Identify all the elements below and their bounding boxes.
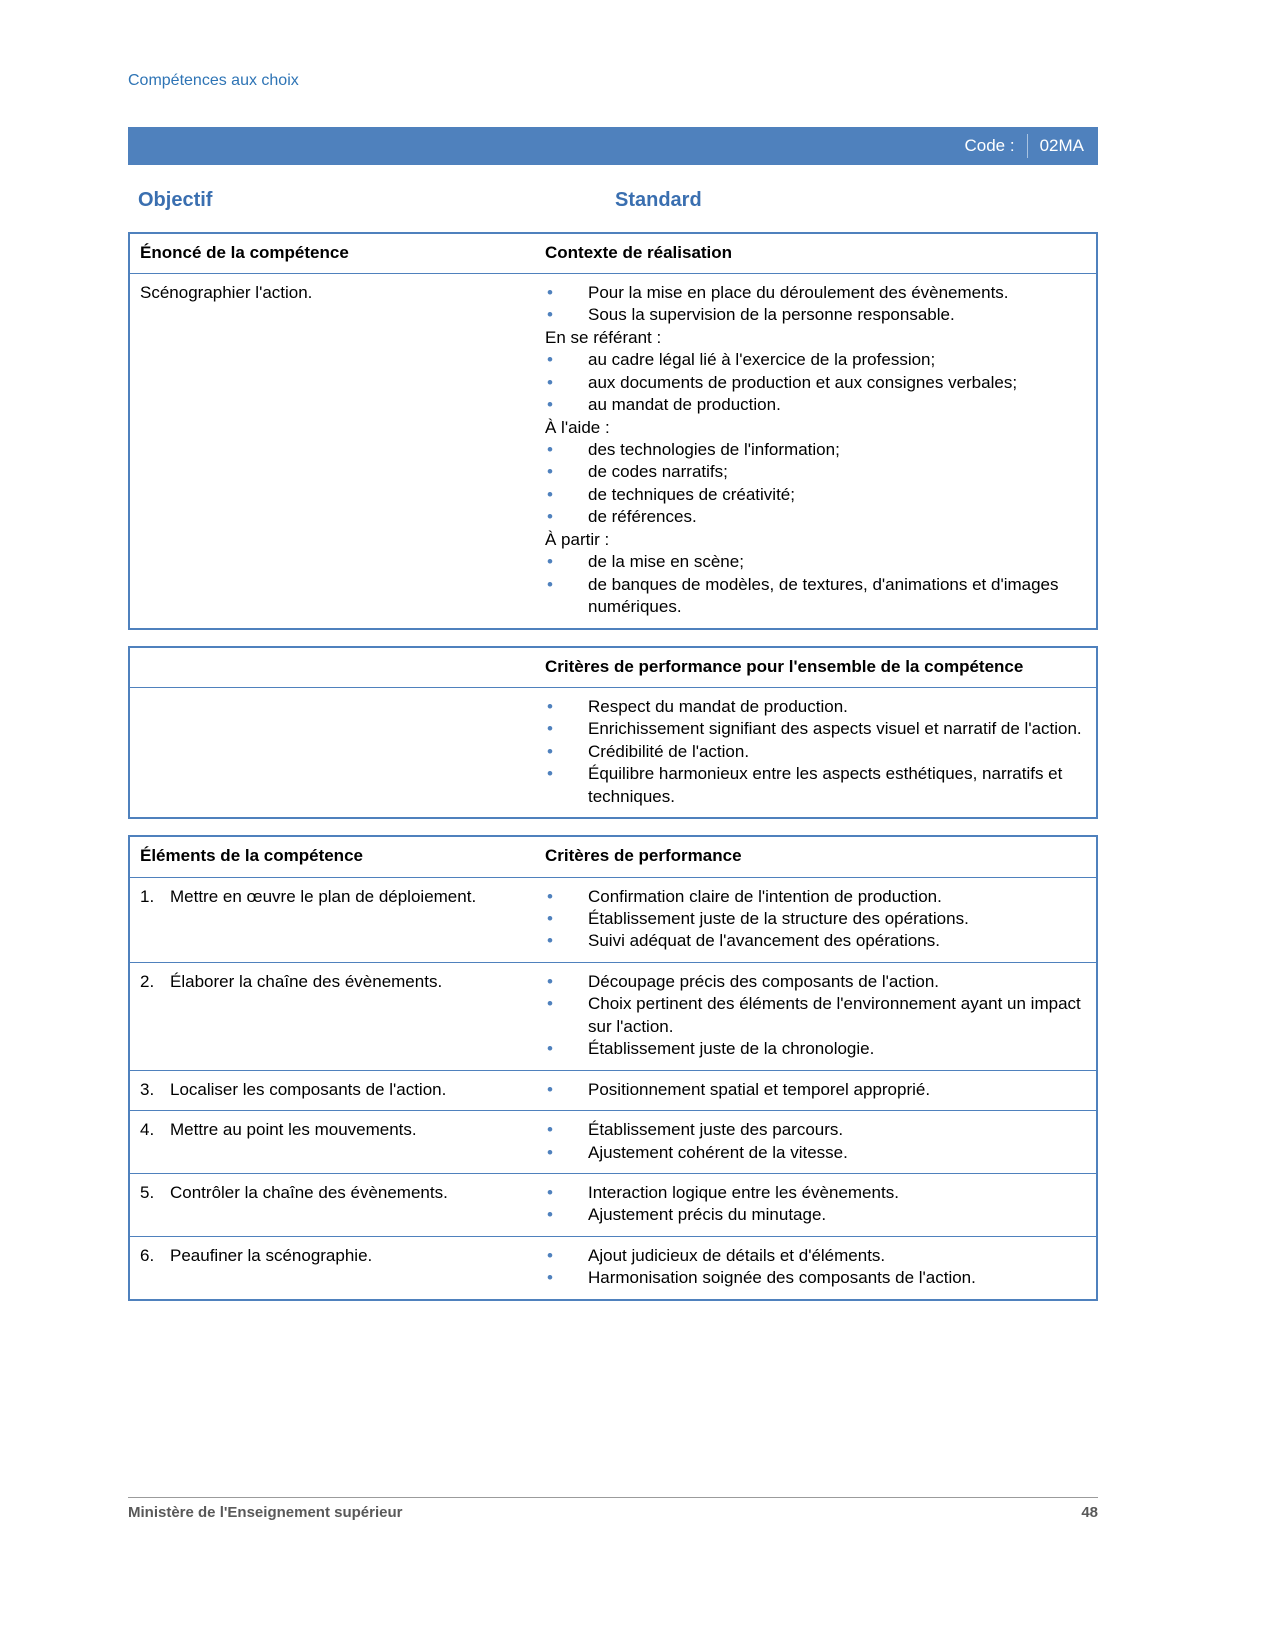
element-text: Mettre en œuvre le plan de déploiement. — [170, 886, 477, 906]
element-cell — [130, 1237, 535, 1299]
criteres-cell — [535, 1174, 1096, 1236]
bullet-icon: • — [547, 507, 553, 527]
elements-rows — [130, 877, 1096, 1299]
code-value: 02MA — [1039, 135, 1084, 155]
empty-body-cell — [130, 688, 535, 817]
bullet-icon: • — [547, 395, 553, 415]
element-cell — [130, 1174, 535, 1236]
footer-ministry: Ministère de l'Enseignement supérieur — [128, 1504, 403, 1521]
contexte-header: Contexte de réalisation — [545, 242, 733, 262]
bullet-line — [545, 506, 1086, 528]
bullet-icon: • — [547, 484, 553, 504]
bullet-icon: • — [547, 764, 553, 784]
criteres-header: Critères de performance — [545, 846, 742, 866]
bullet-icon: • — [547, 305, 553, 325]
table-header-row — [130, 837, 1096, 876]
table-header-row — [130, 234, 1096, 273]
bullet-line — [545, 696, 1086, 718]
bullet-text: de banques de modèles, de textures, d'animations et d'images numériques. — [588, 574, 1059, 617]
bullet-text: Découpage précis des composants de l'action. — [588, 971, 940, 991]
bullet-line — [545, 1182, 1086, 1204]
bullet-text: Établissement juste de la chronologie. — [588, 1039, 875, 1059]
element-number: 5. — [140, 1182, 155, 1202]
element-number: 1. — [140, 886, 155, 906]
bullet-text: Sous la supervision de la personne responsable. — [588, 305, 955, 325]
bullet-text: des technologies de l'information; — [588, 440, 840, 459]
bullet-line — [545, 439, 1086, 461]
bullet-text: Positionnement spatial et temporel approprié. — [588, 1079, 931, 1099]
table-header-row — [130, 648, 1096, 687]
bullet-icon: • — [547, 719, 553, 739]
criteres-ensemble-table — [128, 646, 1098, 820]
bullet-text: au mandat de production. — [588, 395, 781, 415]
bullet-line — [545, 349, 1086, 371]
enonce-cell: Scénographier l'action. — [140, 282, 313, 302]
contexte-cell — [535, 274, 1096, 628]
element-number: 6. — [140, 1245, 155, 1265]
bullet-line — [545, 886, 1086, 908]
bullet-icon: • — [547, 1182, 553, 1202]
bullet-text: Interaction logique entre les évènements. — [588, 1182, 899, 1202]
footer-page-number: 48 — [1081, 1504, 1098, 1521]
bullet-text: Pour la mise en place du déroulement des évènements. — [588, 282, 1009, 302]
bullet-icon: • — [547, 574, 553, 594]
bullet-text: de techniques de créativité; — [588, 484, 795, 504]
bullet-icon: • — [547, 1039, 553, 1059]
bullet-icon: • — [547, 1120, 553, 1140]
bullet-line — [545, 971, 1086, 993]
bullet-line — [545, 551, 1086, 573]
bullet-line — [545, 1142, 1086, 1164]
bullet-icon: • — [547, 462, 553, 482]
element-text: Contrôler la chaîne des évènements. — [170, 1182, 448, 1202]
bullet-text: Enrichissement signifiant des aspects visuel et narratif de l'action. — [588, 719, 1082, 739]
bullet-line — [545, 1267, 1086, 1289]
document-category-label: Compétences aux choix — [128, 72, 299, 89]
bullet-icon: • — [547, 1142, 553, 1162]
bullet-text: aux documents de production et aux consignes verbales; — [588, 372, 1018, 392]
criteres-ensemble-header: Critères de performance pour l'ensemble de la compétence — [545, 656, 1024, 676]
bullet-line — [545, 908, 1086, 930]
bullet-text: de codes narratifs; — [588, 462, 728, 482]
standard-heading: Standard — [615, 189, 702, 212]
bullet-text: Équilibre harmonieux entre les aspects esthétiques, narratifs et techniques. — [588, 764, 1063, 806]
bullet-icon: • — [547, 909, 553, 928]
table-body-row — [130, 273, 1096, 628]
objectif-heading: Objectif — [138, 189, 213, 212]
bullet-text: au cadre légal lié à l'exercice de la profession; — [588, 350, 936, 370]
bullet-text: Établissement juste des parcours. — [588, 1120, 844, 1140]
bullet-line — [545, 741, 1086, 763]
list-intro-line: À partir : — [545, 529, 610, 549]
criteres-cell — [535, 878, 1096, 962]
bullet-line — [545, 372, 1086, 394]
element-text: Mettre au point les mouvements. — [170, 1120, 417, 1140]
table-body-row — [130, 687, 1096, 817]
element-text: Élaborer la chaîne des évènements. — [170, 971, 443, 991]
bullet-line — [545, 718, 1086, 740]
list-intro-line: À l'aide : — [545, 417, 610, 437]
bullet-icon: • — [547, 350, 553, 370]
criteres-cell — [535, 1111, 1096, 1173]
bullet-line — [545, 574, 1086, 619]
bullet-icon: • — [547, 1079, 553, 1099]
bullet-line — [545, 1245, 1086, 1267]
bullet-icon: • — [547, 931, 553, 951]
criteres-cell — [535, 963, 1096, 1070]
bullet-text: Respect du mandat de production. — [588, 696, 848, 716]
element-cell — [130, 963, 535, 1070]
bullet-text: Crédibilité de l'action. — [588, 741, 750, 761]
bullet-line — [545, 484, 1086, 506]
bullet-line — [545, 1079, 1086, 1101]
code-label: Code : — [964, 135, 1015, 155]
bullet-line — [545, 461, 1086, 483]
bullet-line — [545, 930, 1086, 952]
element-number: 3. — [140, 1079, 155, 1099]
bullet-line — [545, 1204, 1086, 1226]
bullet-icon: • — [547, 994, 553, 1014]
criteres-cell — [535, 1071, 1096, 1110]
enonce-header: Énoncé de la compétence — [140, 242, 349, 262]
element-text: Peaufiner la scénographie. — [170, 1245, 373, 1265]
bullet-icon: • — [547, 1245, 553, 1265]
criteres-cell — [535, 1237, 1096, 1299]
bullet-icon: • — [547, 741, 553, 761]
bullet-text: de références. — [588, 507, 697, 527]
code-separator — [1027, 134, 1028, 158]
bullet-text: Ajustement cohérent de la vitesse. — [588, 1142, 848, 1162]
bullet-line — [545, 304, 1086, 326]
bullet-icon: • — [547, 372, 553, 392]
bullet-text: Harmonisation soignée des composants de l'action. — [588, 1268, 976, 1288]
empty-header-cell — [130, 648, 535, 687]
bullet-line — [545, 1038, 1086, 1060]
element-text: Localiser les composants de l'action. — [170, 1079, 447, 1099]
section-headings — [128, 187, 1098, 213]
element-row — [130, 1173, 1096, 1236]
elements-table — [128, 835, 1098, 1301]
element-row — [130, 1070, 1096, 1110]
bullet-icon: • — [547, 696, 553, 716]
page-footer — [128, 1497, 1098, 1523]
bullet-line — [545, 282, 1086, 304]
element-number: 2. — [140, 971, 155, 991]
element-cell — [130, 1111, 535, 1173]
bullet-icon: • — [547, 282, 553, 302]
bullet-text: Suivi adéquat de l'avancement des opérations. — [588, 931, 940, 951]
bullet-text: de la mise en scène; — [588, 552, 744, 572]
element-number: 4. — [140, 1120, 155, 1140]
bullet-line — [545, 394, 1086, 416]
bullet-icon: • — [547, 1268, 553, 1288]
bullet-text: Confirmation claire de l'intention de production. — [588, 886, 942, 906]
bullet-line — [545, 763, 1086, 808]
bullet-icon: • — [547, 886, 553, 906]
element-cell — [130, 1071, 535, 1110]
bullet-icon: • — [547, 440, 553, 459]
element-cell — [130, 878, 535, 962]
bullet-text: Choix pertinent des éléments de l'environnement ayant un impact sur l'action. — [588, 994, 1081, 1036]
bullet-text: Établissement juste de la structure des opérations. — [588, 909, 969, 928]
bullet-text: Ajustement précis du minutage. — [588, 1205, 827, 1225]
criteres-ensemble-cell — [535, 688, 1096, 817]
element-row — [130, 1110, 1096, 1173]
enonce-contexte-table — [128, 232, 1098, 630]
element-row — [130, 877, 1096, 962]
bullet-line — [545, 1119, 1086, 1141]
bullet-icon: • — [547, 552, 553, 572]
bullet-icon: • — [547, 1205, 553, 1225]
element-row — [130, 962, 1096, 1070]
elements-header: Éléments de la compétence — [140, 846, 363, 866]
page-content — [128, 0, 1098, 1317]
code-header-bar — [128, 127, 1098, 165]
bullet-text: Ajout judicieux de détails et d'éléments. — [588, 1245, 886, 1265]
element-row — [130, 1236, 1096, 1299]
bullet-line — [545, 993, 1086, 1038]
list-intro-line: En se référant : — [545, 327, 662, 347]
bullet-icon: • — [547, 971, 553, 991]
